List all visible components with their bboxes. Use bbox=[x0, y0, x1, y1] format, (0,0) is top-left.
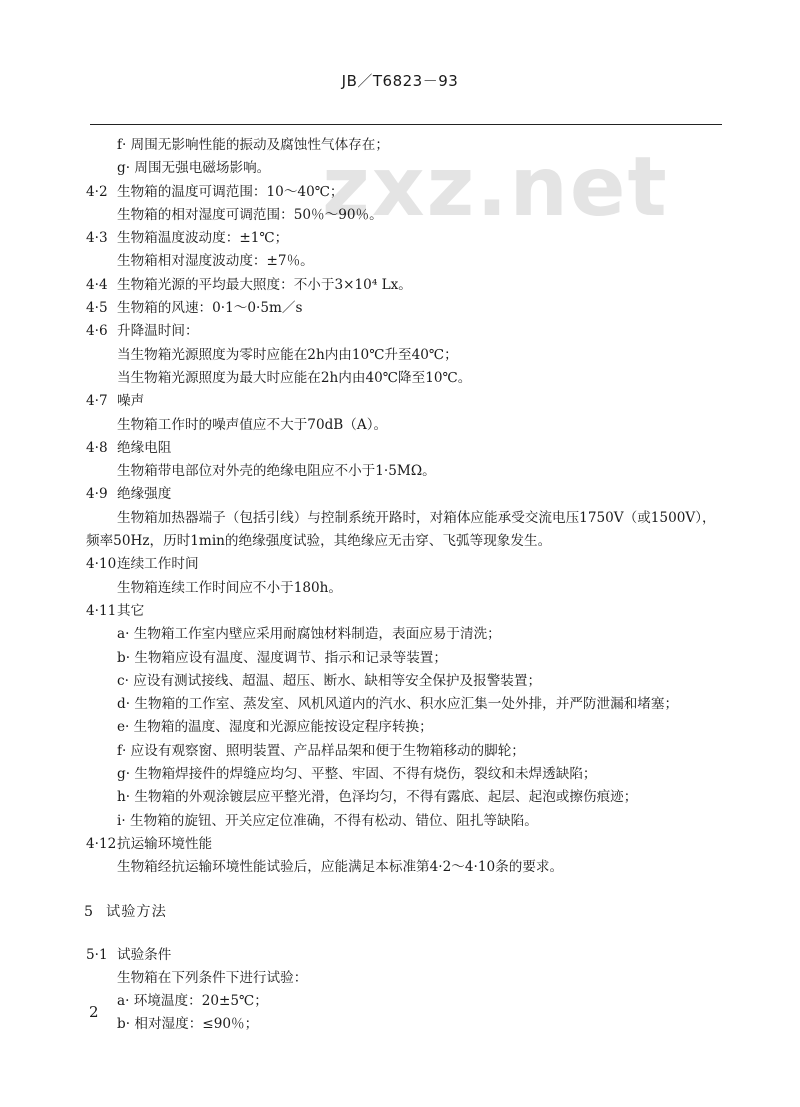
clause-number: 4·2 bbox=[86, 183, 108, 200]
list-item bbox=[0, 786, 800, 809]
list-item-text: f· 应设有观察窗、照明装置、产品样品架和便于生物箱移动的脚轮； bbox=[117, 742, 525, 759]
clause-line bbox=[0, 600, 800, 623]
clause-number: 4·4 bbox=[86, 276, 108, 293]
list-item bbox=[0, 740, 800, 763]
list-item-text: b· 生物箱应设有温度、湿度调节、指示和记录等装置； bbox=[117, 649, 447, 666]
list-item-text: a· 环境温度：20±5℃； bbox=[117, 993, 268, 1010]
list-item-text: f· 周围无影响性能的振动及腐蚀性气体存在； bbox=[117, 137, 389, 153]
list-item bbox=[0, 716, 800, 739]
clause-title: 试验条件 bbox=[117, 946, 172, 963]
section-5-heading bbox=[0, 892, 800, 932]
clause-title: 生物箱温度波动度：±1℃； bbox=[117, 230, 289, 247]
clause-number: 4·5 bbox=[86, 300, 108, 317]
clause-text-line bbox=[0, 577, 800, 600]
clause-line bbox=[0, 390, 800, 413]
header-rule bbox=[90, 124, 722, 125]
list-item-text: c· 应设有测试接线、超温、超压、断水、缺相等安全保护及报警装置； bbox=[117, 672, 542, 689]
clause-text: 生物箱连续工作时间应不小于180h。 bbox=[117, 579, 343, 596]
clause-title: 升降温时间： bbox=[117, 323, 199, 340]
list-item bbox=[0, 670, 800, 693]
page-number: 2 bbox=[89, 1003, 99, 1021]
list-item bbox=[0, 763, 800, 786]
clause-text: 生物箱的相对湿度可调范围：50％～90％。 bbox=[117, 206, 383, 223]
clause-text-line bbox=[0, 344, 800, 367]
clause-title: 抗运输环境性能 bbox=[117, 835, 213, 852]
list-item bbox=[0, 693, 800, 716]
list-item-text: e· 生物箱的温度、湿度和光源应能按设定程序转换； bbox=[117, 719, 433, 736]
list-item-text: g· 生物箱焊接件的焊缝应均匀、平整、牢固、不得有烧伤，裂纹和未焊透缺陷； bbox=[117, 766, 597, 783]
clause-title: 生物箱光源的平均最大照度：不小于3×10⁴ Lx。 bbox=[117, 276, 412, 293]
clause-line bbox=[0, 437, 800, 460]
clause-text: 当生物箱光源照度为最大时应能在2h内由40℃降至10℃。 bbox=[117, 369, 472, 386]
clause-text: 生物箱在下列条件下进行试验： bbox=[117, 969, 308, 986]
clause-line bbox=[0, 274, 800, 297]
list-item bbox=[0, 647, 800, 670]
clause-text-line bbox=[0, 460, 800, 483]
clause-text: 当生物箱光源照度为零时应能在2h内由10℃升至40℃； bbox=[117, 346, 458, 363]
list-item-text: b· 相对湿度：≤90％； bbox=[117, 1016, 259, 1033]
list-item bbox=[0, 810, 800, 833]
paragraph-4-9-text: 生物箱加热器端子（包括引线）与控制系统开路时，对箱体应能承受交流电压1750V（或1500V），频率50Hz，历时1min的绝缘强度试验，其绝缘应无击穿、飞弧等现象发生。 bbox=[86, 509, 716, 550]
clause-line bbox=[0, 227, 800, 250]
list-item-text: g· 周围无强电磁场影响。 bbox=[117, 160, 271, 177]
paragraph-4-9 bbox=[0, 507, 726, 554]
list-item-text: i· 生物箱的旋钮、开关应定位准确，不得有松动、错位、阻扎等缺陷。 bbox=[117, 812, 538, 829]
clause-line bbox=[0, 483, 800, 506]
requirements-block-a bbox=[0, 134, 800, 507]
clause-text-line bbox=[0, 367, 800, 390]
clause-title: 生物箱的温度可调范围：10～40℃； bbox=[117, 183, 344, 200]
test-conditions-block bbox=[0, 944, 800, 1037]
clause-text: 生物箱带电部位对外壳的绝缘电阻应不小于1·5MΩ。 bbox=[117, 463, 436, 480]
clause-line bbox=[0, 297, 800, 320]
clause-title: 绝缘强度 bbox=[117, 486, 172, 503]
list-item-text: h· 生物箱的外观涂镀层应平整光滑，色泽均匀，不得有露底、起层、起泡或擦伤痕迹； bbox=[117, 789, 638, 806]
clause-text-line bbox=[0, 856, 800, 879]
body-content bbox=[0, 134, 800, 1037]
clause-line bbox=[0, 181, 800, 204]
list-item-text: a· 生物箱工作室内壁应采用耐腐蚀材料制造，表面应易于清洗； bbox=[117, 626, 501, 643]
clause-number: 4·6 bbox=[86, 323, 108, 340]
standard-code-header: JB／T6823－93 bbox=[341, 72, 459, 90]
section-5-number: 5 bbox=[84, 903, 94, 920]
clause-line bbox=[0, 320, 800, 343]
watermark-text: zxz.net bbox=[322, 140, 669, 235]
clause-text: 生物箱相对湿度波动度：±7％。 bbox=[117, 253, 314, 270]
clause-text-line bbox=[0, 414, 800, 437]
list-item-text: d· 生物箱的工作室、蒸发室、风机风道内的汽水、积水应汇集一处外排，并严防泄漏和堵塞； bbox=[117, 696, 679, 713]
clause-number: 4·12 bbox=[86, 835, 117, 852]
section-5-title: 试验方法 bbox=[106, 903, 167, 920]
clause-number: 4·8 bbox=[86, 439, 108, 456]
clause-line bbox=[0, 944, 800, 967]
clause-line bbox=[0, 553, 800, 576]
clause-text-line bbox=[0, 967, 800, 990]
list-item bbox=[0, 990, 800, 1013]
list-item bbox=[0, 623, 800, 646]
clause-text-line bbox=[0, 204, 800, 227]
clause-number: 4·7 bbox=[86, 393, 108, 410]
clause-title: 噪声 bbox=[117, 393, 145, 410]
clause-title: 其它 bbox=[117, 602, 145, 619]
clause-number: 5·1 bbox=[86, 946, 108, 963]
clause-title: 连续工作时间 bbox=[117, 556, 199, 573]
list-item bbox=[0, 134, 800, 157]
clause-number: 4·10 bbox=[86, 556, 117, 573]
clause-title: 绝缘电阻 bbox=[117, 439, 172, 456]
clause-number: 4·9 bbox=[86, 486, 108, 503]
clause-line bbox=[0, 833, 800, 856]
clause-number: 4·3 bbox=[86, 230, 108, 247]
clause-text: 生物箱工作时的噪声值应不大于70dB（A）。 bbox=[117, 416, 388, 433]
clause-text: 生物箱经抗运输环境性能试验后，应能满足本标准第4·2～4·10条的要求。 bbox=[117, 859, 564, 876]
list-item bbox=[0, 1013, 800, 1036]
clause-text-line bbox=[0, 250, 800, 273]
clause-number: 4·11 bbox=[86, 602, 117, 619]
clause-title: 生物箱的风速：0·1～0·5m／s bbox=[117, 300, 303, 317]
requirements-block-b bbox=[0, 553, 800, 879]
list-item bbox=[0, 157, 800, 180]
